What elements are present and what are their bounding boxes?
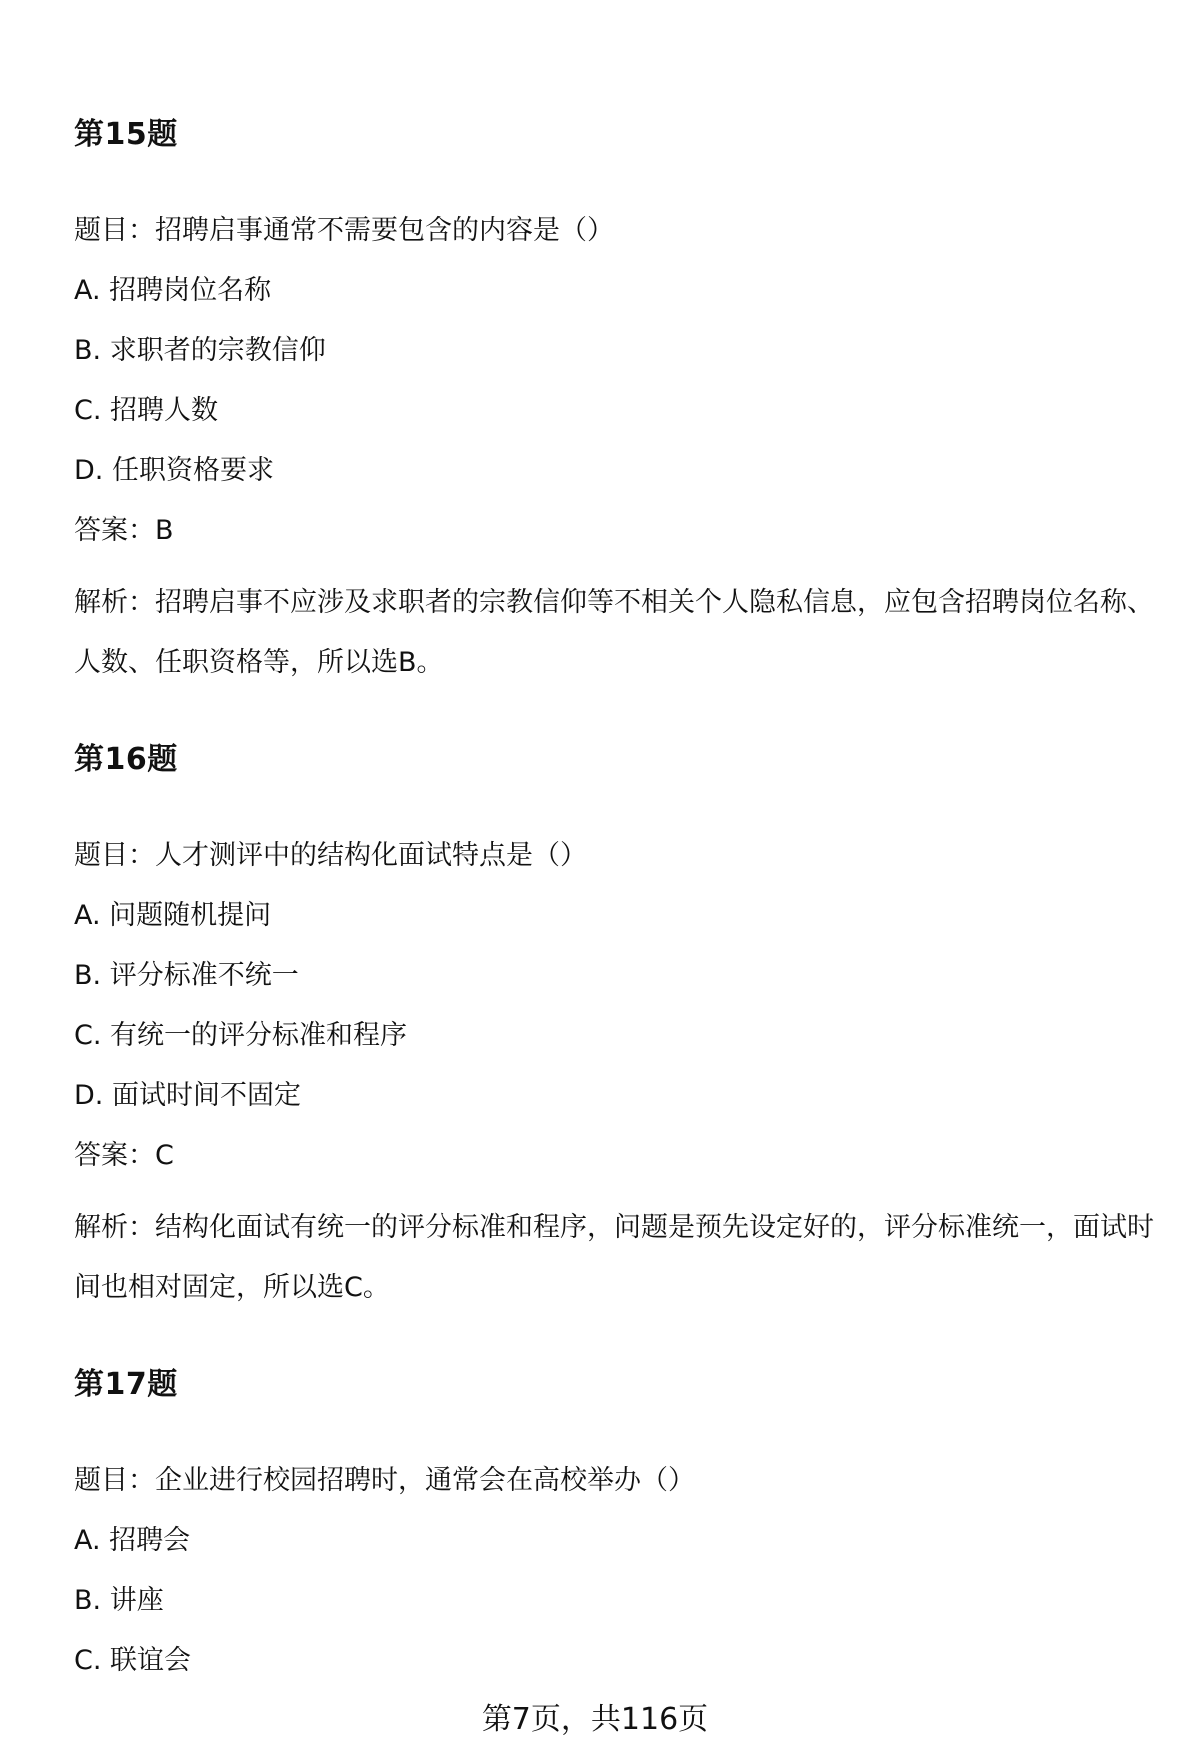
question-15 (74, 115, 1164, 693)
option-a: A. 招聘会 (74, 1525, 191, 1556)
question-17 (74, 1365, 1164, 1679)
option-d: D. 面试时间不固定 (74, 1080, 301, 1111)
page-number-footer: 第7页，共116页 (481, 1702, 709, 1737)
analysis: 解析：结构化面试有统一的评分标准和程序，问题是预先设定好的，评分标准统一，面试时间也相对固定，所以选C。 (74, 1212, 1154, 1303)
option-c: C. 招聘人数 (74, 395, 219, 426)
option-a: A. 问题随机提问 (74, 900, 272, 931)
question-stem: 题目：招聘启事通常不需要包含的内容是（） (74, 215, 614, 246)
question-title: 第15题 (74, 117, 178, 152)
option-a: A. 招聘岗位名称 (74, 275, 272, 306)
option-c: C. 有统一的评分标准和程序 (74, 1020, 408, 1051)
question-stem: 题目：企业进行校园招聘时，通常会在高校举办（） (74, 1465, 695, 1496)
answer: 答案：C (74, 1140, 174, 1171)
question-title: 第16题 (74, 742, 178, 777)
question-stem: 题目：人才测评中的结构化面试特点是（） (74, 840, 587, 871)
question-title: 第17题 (74, 1367, 178, 1402)
option-b: B. 评分标准不统一 (74, 960, 299, 991)
option-b: B. 讲座 (74, 1585, 164, 1616)
option-b: B. 求职者的宗教信仰 (74, 335, 326, 366)
answer: 答案：B (74, 515, 174, 546)
option-c: C. 联谊会 (74, 1645, 192, 1676)
question-16 (74, 740, 1164, 1318)
analysis: 解析：招聘启事不应涉及求职者的宗教信仰等不相关个人隐私信息，应包含招聘岗位名称、人数、任职资格等，所以选B。 (74, 587, 1154, 678)
option-d: D. 任职资格要求 (74, 455, 274, 486)
